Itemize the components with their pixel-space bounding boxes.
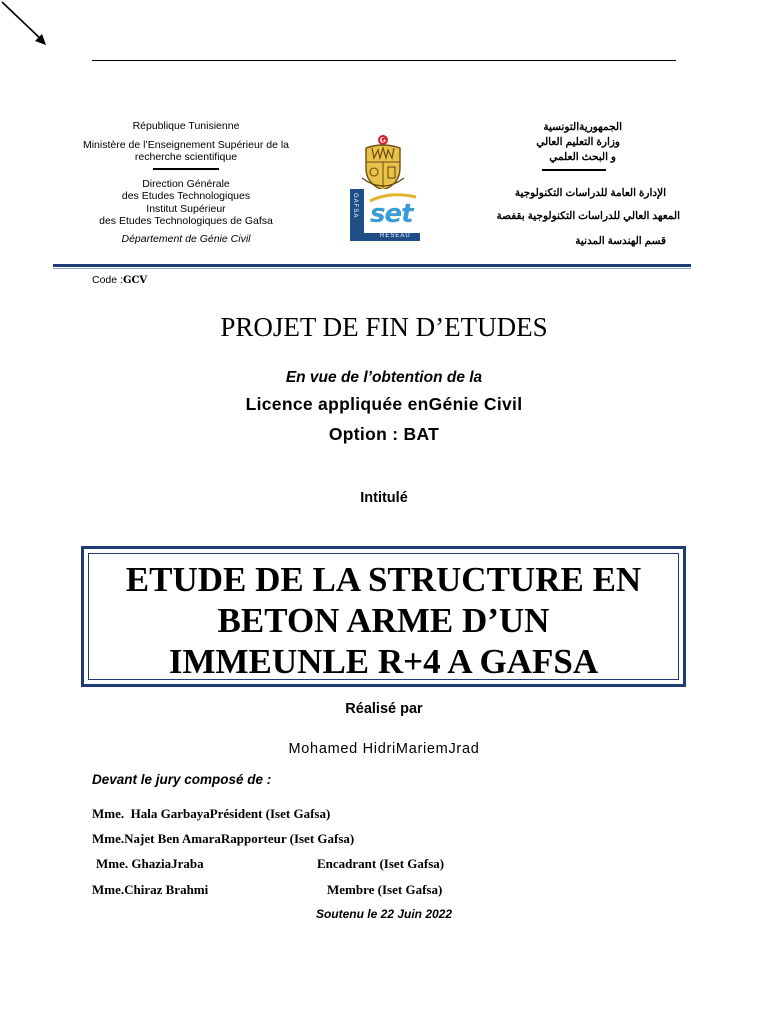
header-left-block [66,120,306,245]
option-label: Option : BAT [328,424,440,444]
header-right-block [470,120,680,252]
jury-member-role: Membre (Iset Gafsa) [327,882,443,897]
jury-label: Devant le jury composé de : [92,772,272,787]
arabic-line: المعهد العالي للدراسات التكنولوجية بقفصة [496,210,680,222]
jury-member-role: Encadrant (Iset Gafsa) [317,856,445,871]
jury-member-name: Mme. GhaziaJraba [96,856,204,871]
tunisia-emblem-icon [360,134,406,192]
direction-line: Institut Supérieur [146,202,226,215]
code-line [92,274,147,286]
divider [542,169,606,171]
logo-side-text: GAFSA [352,193,358,219]
department-label: Département de Génie Civil [121,232,251,245]
iset-logo [350,189,420,241]
arabic-line: و البحث العلمي [549,151,616,163]
project-title-line: BETON ARME D’UN [217,601,550,640]
republic-label: République Tunisienne [132,120,240,132]
header-rule-thin [53,268,691,269]
code-label: Code : [92,274,123,286]
document-title: PROJET DE FIN D’ETUDES [220,312,548,342]
jury-member: Mme.Najet Ben AmaraRapporteur (Iset Gafsa) [92,831,355,846]
document-subtitle: En vue de l’obtention de la [285,369,483,386]
project-title [84,559,683,682]
arrow-icon [0,0,60,50]
code-value: GCV [122,275,148,286]
arabic-line: وزارة التعليم العالي [536,136,620,148]
divider [153,168,219,170]
jury-member: Mme. Hala GarbayaPrésident (Iset Gafsa) [92,806,331,821]
direction-line: des Etudes Technologiques de Gafsa [99,215,273,227]
authors: Mohamed HidriMariemJrad [288,741,480,757]
realise-label: Réalisé par [345,701,423,717]
intitule-label: Intitulé [360,490,408,506]
direction-line: Direction Générale [142,177,230,190]
arabic-line: قسم الهندسة المدنية [575,235,666,247]
ministry-label: Ministère de l’Enseignement Supérieur de la recherche scientifique [82,138,290,163]
top-rule [92,60,676,61]
logo-text: set [370,199,413,229]
header-rule [53,264,691,267]
direction-line: des Etudes Technologiques [121,190,251,202]
project-title-line: ETUDE DE LA STRUCTURE EN [125,560,642,599]
degree-label: Licence appliquée enGénie Civil [245,394,523,414]
arabic-line: الجمهوريةالتونسية [543,121,622,133]
logo-bottom-text: RÉSEAU [380,233,411,239]
jury-member-name: Mme.Chiraz Brahmi [92,882,209,897]
defense-date: Soutenu le 22 Juin 2022 [315,907,453,921]
project-title-box [81,546,686,687]
project-title-line: IMMEUNLE R+4 A GAFSA [168,642,599,681]
arabic-line: الإدارة العامة للدراسات التكنولوجية [514,187,666,199]
